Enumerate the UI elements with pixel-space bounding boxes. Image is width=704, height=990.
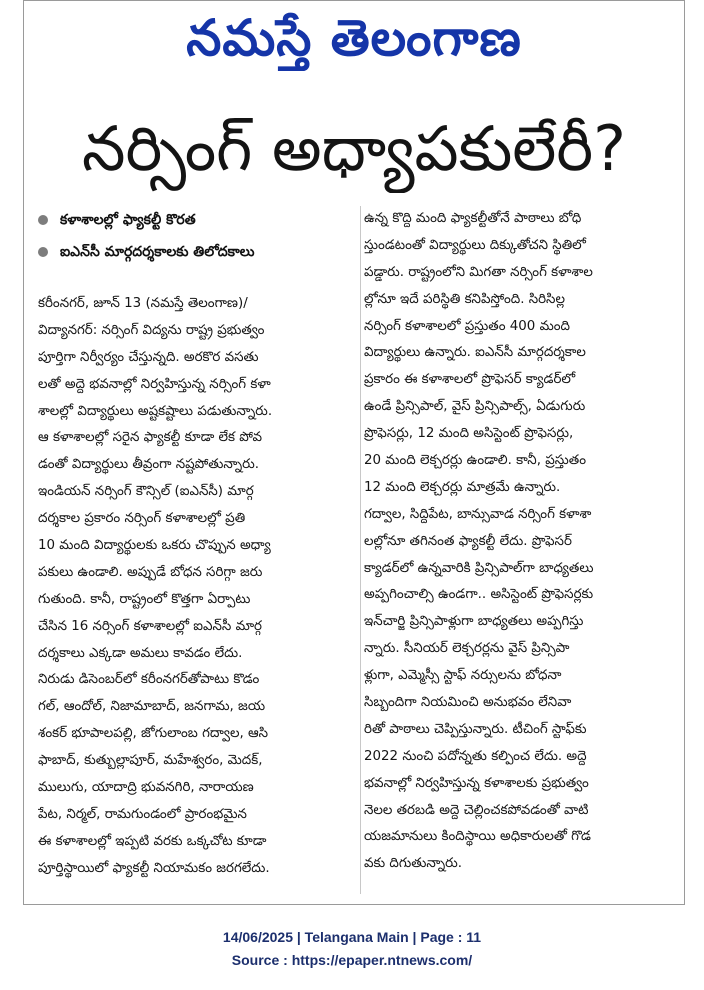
article-clipping	[23, 0, 685, 905]
text-line: పూర్తిగా నిర్వీర్యం చేస్తున్నది. అరకొర వసతు	[38, 349, 259, 365]
article-left-column	[38, 291, 354, 883]
text-line: డంతో విద్యార్థులు తీవ్రంగా నష్టపోతున్నారు.	[38, 457, 260, 473]
text-line: క్యాడర్‌లో ఉన్నవారికి ప్రిన్సిపాల్‌గా బాధ్యతలు	[364, 560, 594, 576]
text-line: దర్శకాలు ఎక్కడా అమలు కావడం లేదు.	[38, 645, 243, 661]
text-line: విద్యానగర్: నర్సింగ్ విద్యను రాష్ట్ర ప్రభుత్వం	[38, 322, 265, 338]
bullet-text: కళాశాలల్లో ఫ్యాకల్టీ కొరత	[60, 212, 196, 228]
text-line: విద్యార్థులు ఉన్నారు. ఐఎన్‌సీ మార్గదర్శకాల	[364, 345, 586, 361]
text-line: పకులు ఉండాలి. అప్పుడే బోధన సరిగ్గా జరు	[38, 564, 263, 580]
bullet-text: ఐఎన్‌సీ మార్గదర్శకాలకు తిలోదకాలు	[60, 244, 255, 260]
bullet-dot-icon	[38, 247, 48, 257]
bullet-item	[38, 204, 356, 236]
text-line: నర్సింగ్ కళాశాలలో ప్రస్తుతం 400 మంది	[364, 318, 570, 334]
text-line: న్నారు. సీనియర్ లెక్చరర్లను వైస్ ప్రిన్సిపా	[364, 641, 570, 657]
text-line: కరీంనగర్, జూన్ 13 (నమస్తే తెలంగాణ)/	[38, 296, 248, 311]
text-line: ప్రొఫెసర్లు, 12 మంది అసిస్టెంట్ ప్రొఫెసర్లు,	[364, 426, 574, 442]
text-line: ములుగు, యాదాద్రి భువనగిరి, నారాయణ	[38, 780, 254, 796]
text-line: ఆ కళాశాలల్లో సరైన ఫ్యాకల్టీ కూడా లేక పోవ	[38, 430, 262, 446]
text-line: ళ్లుగా, ఎమ్మెస్సీ స్టాఫ్ నర్సులను బోధనా	[364, 668, 562, 684]
text-line: 10 మంది విద్యార్థులకు ఒకరు చొప్పున అధ్యా	[38, 538, 271, 554]
column-divider	[360, 206, 361, 894]
text-line: నెలల తరబడి అద్దె చెల్లించకపోవడంతో వాటి	[364, 802, 589, 818]
text-line: అప్పగించాల్సి ఉండగా.. అసిస్టెంట్ ప్రొఫెసర్లకు	[364, 587, 594, 603]
text-line: గద్వాల, సిద్దిపేట, బాన్సువాడ నర్సింగ్ కళాశా	[364, 506, 592, 522]
text-line: ప్రకారం ఈ కళాశాలలో ప్రొఫెసర్ క్యాడర్‌లో	[364, 372, 576, 388]
newspaper-masthead: నమస్తే తెలంగాణ	[186, 9, 522, 67]
edition-info: 14/06/2025 | Telangana Main | Page : 11	[222, 929, 482, 945]
text-line: ఉండే ప్రిన్సిపాల్, వైస్ ప్రిన్సిపాల్స్, ఏడుగురు	[364, 399, 586, 415]
text-line: ఇన్‌చార్జి ప్రిన్సిపాళ్లుగా బాధ్యతలు అప్పగిస్తు	[364, 614, 584, 630]
highlight-bullets	[38, 204, 356, 268]
text-line: వకు దిగుతున్నారు.	[364, 856, 462, 872]
text-line: పేట, నిర్మల్, రామగుండంలో ప్రారంభమైన	[38, 806, 247, 822]
text-line: పూర్తిస్థాయిలో ఫ్యాకల్టీ నియామకం జరగలేదు.	[38, 860, 270, 876]
text-line: లతో అద్దె భవనాల్లో నిర్వహిస్తున్న నర్సింగ్ కళా	[38, 376, 271, 392]
text-line: దర్శకాల ప్రకారం నర్సింగ్ కళాశాలల్లో ప్రతి	[38, 511, 246, 527]
text-line: శాలల్లో విద్యార్థులు అష్టకష్టాలు పడుతున్నారు.	[38, 403, 273, 419]
text-line: ఇండియన్ నర్సింగ్ కౌన్సిల్ (ఐఎన్‌సీ) మార్గ	[38, 484, 254, 500]
text-line: ల్లోనూ ఇదే పరిస్థితి కనిపిస్తోంది. సిరిసిల్ల	[364, 291, 565, 307]
text-line: 2022 నుంచి పదోన్నతు కల్పించ లేదు. అద్దె	[364, 748, 587, 764]
text-line: 12 మంది లెక్చరర్లు మాత్రమే ఉన్నారు.	[364, 479, 561, 495]
article-right-column	[364, 206, 676, 878]
article-headline: నర్సింగ్ అధ్యాపకులేరీ?	[81, 112, 627, 185]
source-link[interactable]: Source : https://epaper.ntnews.com/	[231, 952, 473, 968]
text-line: పడ్డారు. రాష్ట్రంలోని మిగతా నర్సింగ్ కళాశాల	[364, 264, 593, 280]
text-line: ఈ కళాశాలల్లో ఇప్పటి వరకు ఒక్కచోట కూడా	[38, 833, 267, 849]
text-line: రితో పాఠాలు చెప్పిస్తున్నారు. టీచింగ్ స్టాఫ్‌కు	[364, 721, 587, 737]
text-line: లల్లోనూ తగినంత ఫ్యాకల్టీ లేదు. ప్రొఫెసర్	[364, 533, 572, 549]
text-line: గుతుంది. కానీ, రాష్ట్రంలో కొత్తగా ఏర్పాటు	[38, 591, 251, 607]
text-line: స్తుండటంతో విద్యార్థులు దిక్కుతోచని స్థితిలో	[364, 237, 586, 253]
bullet-item	[38, 236, 356, 268]
text-line: యజమానులు కిందిస్థాయి అధికారులతో గొడ	[364, 829, 591, 845]
text-line: శంకర్ భూపాలపల్లి, జోగులాంబ గద్వాల, ఆసి	[38, 726, 269, 742]
text-line: భవనాల్లో నిర్వహిస్తున్న కళాశాలకు ప్రభుత్వం	[364, 775, 589, 791]
text-line: 20 మంది లెక్చరర్లు ఉండాలి. కానీ, ప్రస్తుతం	[364, 453, 586, 469]
text-line: సిబ్బందిగా నియమించి అనుభవం లేనివా	[364, 695, 572, 711]
text-line: ఉన్న కొద్ది మంది ఫ్యాకల్టీతోనే పాఠాలు బోధి	[364, 211, 582, 226]
text-line: నిరుడు డిసెంబర్‌లో కరీంనగర్‌తోపాటు కొడం	[38, 672, 260, 688]
text-line: గల్, ఆందోల్, నిజామాబాద్, జనగామ, జయ	[38, 699, 266, 715]
text-line: చేసిన 16 నర్సింగ్ కళాశాలల్లో ఐఎన్‌సీ మార్గ	[38, 618, 262, 634]
bullet-dot-icon	[38, 215, 48, 225]
text-line: ఫాబాద్, కుత్బుల్లాపూర్, మహేశ్వరం, మెదక్,	[38, 753, 263, 769]
